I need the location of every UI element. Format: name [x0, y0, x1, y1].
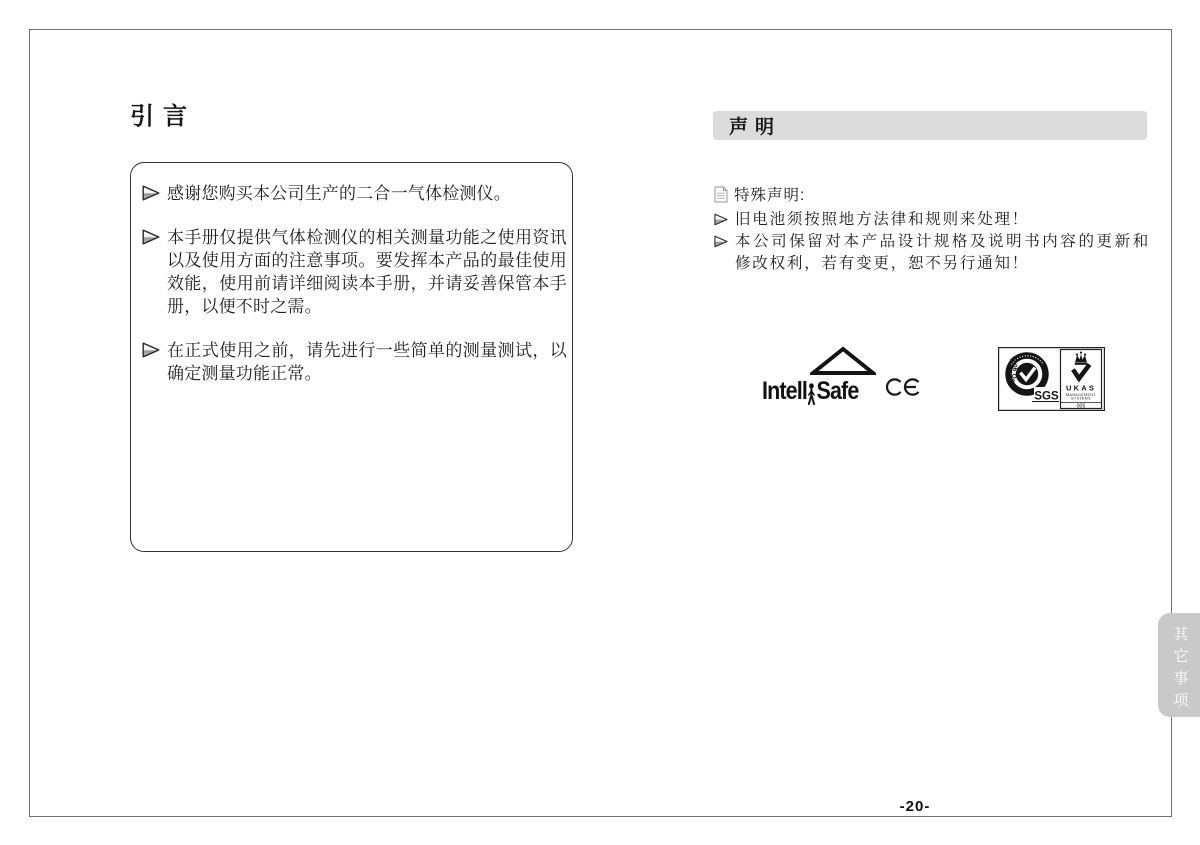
- page-number: -20-: [899, 798, 931, 815]
- list-item: [714, 231, 1150, 275]
- intellisafe-text-right: Safe: [816, 377, 859, 405]
- side-tab-label: 其它事项: [1171, 626, 1189, 714]
- declaration-title: 声明: [729, 117, 782, 138]
- bullet-text: 旧电池须按照地方法律和规则来处理！: [735, 211, 1030, 228]
- arrow-bullet-icon: [142, 182, 160, 205]
- sgs-label: SGS: [1034, 390, 1059, 403]
- bullet-text: 本公司保留对本产品设计规格及说明书内容的更新和修改权利，若有变更，恕不另行通知！: [735, 233, 1150, 272]
- person-icon: [808, 383, 816, 405]
- intellisafe-text-left: Intell: [762, 377, 808, 405]
- arrow-bullet-icon: [142, 339, 160, 385]
- arrow-bullet-icon: [714, 231, 728, 275]
- intro-box: [130, 162, 573, 552]
- intellisafe-roof-icon: [810, 346, 876, 376]
- list-item: [142, 339, 567, 385]
- intellisafe-logo: [762, 346, 878, 406]
- ce-mark-icon: [886, 374, 922, 400]
- arrow-bullet-icon: [714, 209, 728, 231]
- page-border-frame: [29, 29, 1189, 817]
- bullet-text: 感谢您购买本公司生产的二合一气体检测仪。: [167, 184, 511, 203]
- bullet-text: 在正式使用之前，请先进行一些简单的测量测试，以确定测量功能正常。: [167, 341, 567, 383]
- sgs-ukas-badge: [998, 347, 1105, 411]
- ukas-number: 005: [1076, 403, 1086, 410]
- special-note-label: 特殊声明:: [734, 187, 806, 204]
- list-item: [142, 182, 567, 205]
- special-note-row: [714, 185, 1150, 206]
- intro-section-title: 引言: [130, 103, 196, 130]
- ukas-mark: [1061, 350, 1102, 410]
- side-tab-other-matters: [1158, 613, 1200, 717]
- iso-9001-label: ISO 9001: [1007, 354, 1020, 387]
- arrow-bullet-icon: [142, 226, 160, 318]
- ukas-subtitle-line1: MANAGEMENT: [1066, 392, 1096, 397]
- document-note-icon: [714, 186, 728, 203]
- ukas-subtitle-line2: SYSTEMS: [1071, 396, 1091, 401]
- list-item: [142, 226, 567, 318]
- bullet-text: 本手册仅提供气体检测仪的相关测量功能之使用资讯以及使用方面的注意事项。要发挥本产品的最佳使用效能，使用前请详细阅读本手册，并请妥善保管本手册，以便不时之需。: [167, 228, 567, 316]
- declaration-header-bar: [713, 111, 1147, 140]
- declaration-content: [714, 185, 1150, 275]
- ukas-label: UKAS: [1065, 383, 1097, 393]
- list-item: [714, 209, 1150, 231]
- intellisafe-wordmark: [762, 377, 858, 406]
